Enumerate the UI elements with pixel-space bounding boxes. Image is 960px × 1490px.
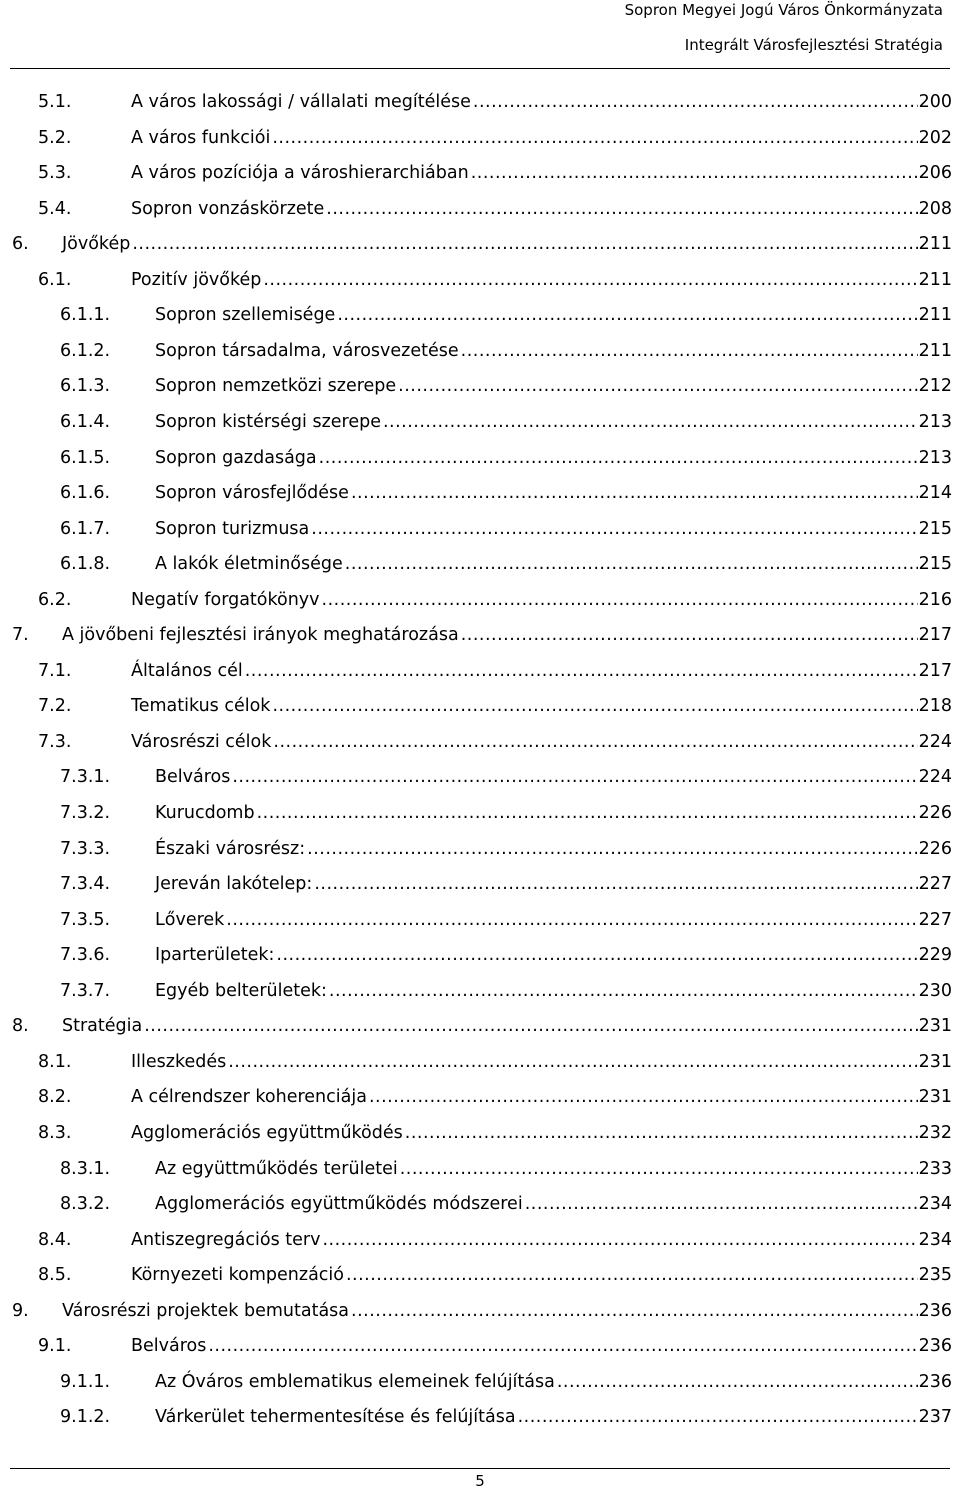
toc-entry[interactable] [12, 1008, 952, 1044]
toc-entry-page: 224 [918, 724, 952, 760]
toc-entry-number: 9. [12, 1300, 29, 1321]
toc-entry-number: 8.3.1. [60, 1158, 111, 1179]
toc-entry-title: Lőverek [155, 909, 225, 930]
toc-dot-leader [230, 759, 917, 795]
toc-dot-leader [516, 1399, 918, 1435]
toc-entry-page: 237 [918, 1399, 952, 1435]
toc-entry-number: 7.3.5. [60, 909, 111, 930]
toc-dot-leader [469, 155, 918, 191]
toc-entry-title: Agglomerációs együttműködés [131, 1122, 403, 1143]
toc-dot-leader [324, 191, 917, 227]
toc-entry-number: 5.3. [38, 163, 72, 184]
toc-entry[interactable] [38, 84, 952, 120]
toc-entry-page: 215 [918, 546, 952, 582]
toc-dot-leader [471, 84, 918, 120]
toc-entry-title: A jövőbeni fejlesztési irányok meghatározása [62, 625, 459, 646]
toc-entry-number: 6.2. [38, 589, 72, 610]
toc-entry-page: 236 [918, 1293, 952, 1329]
toc-entry-page: 231 [918, 1079, 952, 1115]
toc-entry-number: 8. [12, 1016, 29, 1037]
toc-dot-leader [398, 1151, 918, 1187]
toc-dot-leader [130, 226, 917, 262]
toc-entry-number: 9.1.2. [60, 1407, 111, 1428]
toc-dot-leader [367, 1079, 918, 1115]
toc-entry-title: Jereván lakótelep: [155, 874, 313, 895]
toc-dot-leader [274, 937, 917, 973]
toc-entry-title: Agglomerációs együttműködés módszerei [155, 1194, 523, 1215]
toc-entry-number: 7.3.6. [60, 945, 111, 966]
toc-dot-leader [320, 582, 918, 618]
toc-dot-leader [309, 511, 917, 547]
toc-dot-leader [270, 120, 917, 156]
toc-entry-number: 5.4. [38, 198, 72, 219]
toc-entry-title: A lakók életminősége [155, 554, 343, 575]
toc-entry-title: Az együttműködés területei [155, 1158, 398, 1179]
toc-entry-page: 217 [918, 653, 952, 689]
toc-entry-title: Környezeti kompenzáció [131, 1265, 344, 1286]
toc-entry[interactable] [60, 440, 952, 476]
toc-entry[interactable] [38, 1257, 952, 1293]
toc-entry-title: Negatív forgatókönyv [131, 589, 320, 610]
toc-entry[interactable] [60, 1399, 952, 1435]
toc-entry-number: 5.2. [38, 127, 72, 148]
toc-entry[interactable] [60, 368, 952, 404]
toc-dot-leader [343, 546, 918, 582]
toc-entry[interactable] [60, 1151, 952, 1187]
toc-entry-page: 227 [918, 902, 952, 938]
toc-entry[interactable] [38, 262, 952, 298]
toc-entry-number: 7.3.4. [60, 874, 111, 895]
toc-dot-leader [403, 1115, 918, 1151]
toc-entry-number: 8.3.2. [60, 1194, 111, 1215]
toc-entry-title: Városrészi célok [131, 731, 272, 752]
toc-entry-page: 227 [918, 866, 952, 902]
toc-dot-leader [142, 1008, 917, 1044]
toc-entry-page: 211 [918, 262, 952, 298]
toc-dot-leader [320, 1222, 917, 1258]
toc-entry[interactable] [12, 617, 952, 653]
toc-entry-page: 212 [918, 368, 952, 404]
toc-entry[interactable] [38, 191, 952, 227]
toc-entry[interactable] [38, 688, 952, 724]
toc-entry-page: 232 [918, 1115, 952, 1151]
toc-dot-leader [349, 475, 918, 511]
toc-entry[interactable] [38, 653, 952, 689]
toc-entry[interactable] [38, 1328, 952, 1364]
toc-entry-title: Egyéb belterületek: [155, 980, 327, 1001]
toc-entry-page: 216 [918, 582, 952, 618]
toc-entry-page: 224 [918, 759, 952, 795]
toc-entry-title: Városrészi projektek bemutatása [62, 1300, 350, 1321]
toc-dot-leader [396, 368, 917, 404]
toc-entry-title: Sopron városfejlődése [155, 483, 349, 504]
toc-entry-number: 7.3.7. [60, 980, 111, 1001]
toc-entry-number: 6.1.7. [60, 518, 111, 539]
toc-entry-title: Északi városrész: [155, 838, 306, 859]
toc-entry[interactable] [60, 973, 952, 1009]
toc-entry-number: 6. [12, 234, 29, 255]
toc-entry[interactable] [38, 155, 952, 191]
toc-entry-page: 211 [918, 333, 952, 369]
toc-entry-number: 7.3.2. [60, 803, 111, 823]
toc-entry[interactable] [38, 724, 952, 760]
toc-entry-page: 200 [918, 84, 952, 120]
toc-entry[interactable] [60, 1364, 952, 1400]
toc-dot-leader [224, 902, 917, 938]
toc-entry-title: Jövőkép [62, 234, 131, 255]
toc-entry-number: 6.1.5. [60, 447, 111, 468]
toc-entry-number: 8.2. [38, 1087, 72, 1108]
toc-entry[interactable] [60, 475, 952, 511]
toc-entry-number: 6.1.1. [60, 305, 111, 326]
toc-entry-title: Általános cél [131, 660, 243, 681]
toc-entry-page: 213 [918, 440, 952, 476]
toc-entry[interactable] [60, 937, 952, 973]
toc-entry-number: 7.3. [38, 731, 72, 752]
toc-entry-page: 231 [918, 1044, 952, 1080]
toc-entry-title: A város lakossági / vállalati megítélése [131, 92, 471, 112]
toc-entry-page: 235 [918, 1257, 952, 1293]
toc-entry-page: 211 [918, 226, 952, 262]
toc-dot-leader [255, 795, 918, 831]
toc-entry[interactable] [60, 404, 952, 440]
toc-entry-title: Antiszegregációs terv [131, 1229, 321, 1250]
toc-entry[interactable] [12, 226, 952, 262]
toc-entry-page: 214 [918, 475, 952, 511]
toc-dot-leader [270, 688, 917, 724]
toc-entry[interactable] [60, 333, 952, 369]
toc-entry[interactable] [38, 1044, 952, 1080]
toc-entry[interactable] [60, 511, 952, 547]
toc-dot-leader [344, 1257, 918, 1293]
toc-entry-page: 218 [918, 688, 952, 724]
toc-entry-number: 8.5. [38, 1265, 72, 1286]
toc-entry-number: 8.3. [38, 1122, 72, 1143]
toc-entry[interactable] [38, 1115, 952, 1151]
toc-entry-number: 7.1. [38, 660, 72, 681]
toc-entry-page: 234 [918, 1186, 952, 1222]
toc-dot-leader [226, 1044, 917, 1080]
toc-entry-title: Iparterületek: [155, 945, 275, 966]
toc-entry-title: Sopron turizmusa [155, 518, 310, 539]
toc-entry-page: 226 [918, 795, 952, 831]
toc-dot-leader [349, 1293, 918, 1329]
footer-divider [10, 1468, 950, 1469]
toc-entry-number: 6.1.6. [60, 483, 111, 504]
toc-entry-title: Sopron szellemisége [155, 305, 336, 326]
toc-entry-number: 5.1. [38, 92, 72, 112]
toc-entry-page: 236 [918, 1364, 952, 1400]
toc-dot-leader [381, 404, 918, 440]
toc-entry[interactable] [60, 902, 952, 938]
toc-entry-page: 217 [918, 617, 952, 653]
toc-dot-leader [305, 831, 917, 867]
toc-dot-leader [206, 1328, 917, 1364]
page-header [625, 0, 943, 56]
toc-entry-number: 7.3.3. [60, 838, 111, 859]
toc-entry-title: Sopron társadalma, városvezetése [155, 340, 459, 361]
toc-entry[interactable] [60, 297, 952, 333]
toc-entry[interactable] [38, 582, 952, 618]
toc-entry-page: 208 [918, 191, 952, 227]
toc-entry[interactable] [38, 120, 952, 156]
toc-entry-title: Stratégia [62, 1016, 143, 1037]
toc-entry-title: Sopron vonzáskörzete [131, 198, 325, 219]
toc-entry-page: 236 [918, 1328, 952, 1364]
toc-entry-title: A város pozíciója a városhierarchiában [131, 163, 469, 184]
toc-entry-number: 6.1. [38, 269, 72, 290]
toc-entry[interactable] [38, 1079, 952, 1115]
toc-entry-title: Sopron kistérségi szerepe [155, 411, 381, 432]
toc-entry-number: 8.4. [38, 1229, 72, 1250]
toc-entry-number: 7. [12, 625, 29, 646]
toc-entry[interactable] [60, 866, 952, 902]
toc-entry-page: 213 [918, 404, 952, 440]
toc-dot-leader [335, 297, 917, 333]
toc-entry-title: Belváros [131, 1336, 207, 1357]
toc-entry[interactable] [60, 546, 952, 582]
toc-entry-number: 6.1.3. [60, 376, 111, 397]
toc-entry-page: 231 [918, 1008, 952, 1044]
toc-entry-title: Belváros [155, 767, 231, 788]
toc-entry[interactable] [60, 795, 952, 831]
header-divider [10, 68, 950, 69]
toc-entry-title: Várkerület tehermentesítése és felújítása [155, 1407, 516, 1428]
toc-entry-number: 6.1.8. [60, 554, 111, 575]
toc-dot-leader [317, 440, 918, 476]
toc-entry-number: 6.1.4. [60, 411, 111, 432]
toc-dot-leader [312, 866, 917, 902]
toc-dot-leader [243, 653, 918, 689]
toc-entry[interactable] [38, 1222, 952, 1258]
toc-entry-page: 233 [918, 1151, 952, 1187]
toc-entry-title: Kurucdomb [155, 803, 255, 823]
toc-dot-leader [459, 333, 918, 369]
toc-entry-number: 7.2. [38, 696, 72, 717]
toc-entry-title: Illeszkedés [131, 1051, 227, 1072]
toc-entry[interactable] [60, 1186, 952, 1222]
toc-entry-title: Tematikus célok [131, 696, 271, 717]
toc-dot-leader [271, 724, 917, 760]
toc-dot-leader [555, 1364, 918, 1400]
toc-dot-leader [261, 262, 917, 298]
toc-entry[interactable] [60, 831, 952, 867]
toc-entry-page: 211 [918, 297, 952, 333]
toc-entry-page: 234 [918, 1222, 952, 1258]
toc-entry-title: Pozitív jövőkép [131, 269, 262, 290]
toc-entry-page: 215 [918, 511, 952, 547]
toc-entry[interactable] [12, 1293, 952, 1329]
toc-entry-number: 9.1. [38, 1336, 72, 1357]
toc-entry-page: 202 [918, 120, 952, 156]
header-organization: Sopron Megyei Jogú Város Önkormányzata [624, 1, 943, 19]
toc-entry-page: 206 [918, 155, 952, 191]
toc-entry-number: 8.1. [38, 1051, 72, 1072]
toc-entry-title: A célrendszer koherenciája [131, 1087, 367, 1108]
header-document-title: Integrált Városfejlesztési Stratégia [684, 36, 943, 54]
toc-dot-leader [327, 973, 918, 1009]
toc-dot-leader [523, 1186, 918, 1222]
toc-entry-title: Az Óváros emblematikus elemeinek felújítása [155, 1371, 555, 1392]
toc-entry-number: 9.1.1. [60, 1371, 111, 1392]
toc-dot-leader [459, 617, 918, 653]
toc-entry-title: A város funkciói [131, 127, 271, 148]
page-number: 5 [475, 1472, 485, 1490]
toc-entry-number: 6.1.2. [60, 340, 111, 361]
toc-entry[interactable] [60, 759, 952, 795]
toc-entry-page: 230 [918, 973, 952, 1009]
toc-entry-page: 226 [918, 831, 952, 867]
toc-entry-title: Sopron nemzetközi szerepe [155, 376, 397, 397]
toc-entry-title: Sopron gazdasága [155, 447, 317, 468]
toc-entry-number: 7.3.1. [60, 767, 111, 788]
toc-entry-page: 229 [918, 937, 952, 973]
